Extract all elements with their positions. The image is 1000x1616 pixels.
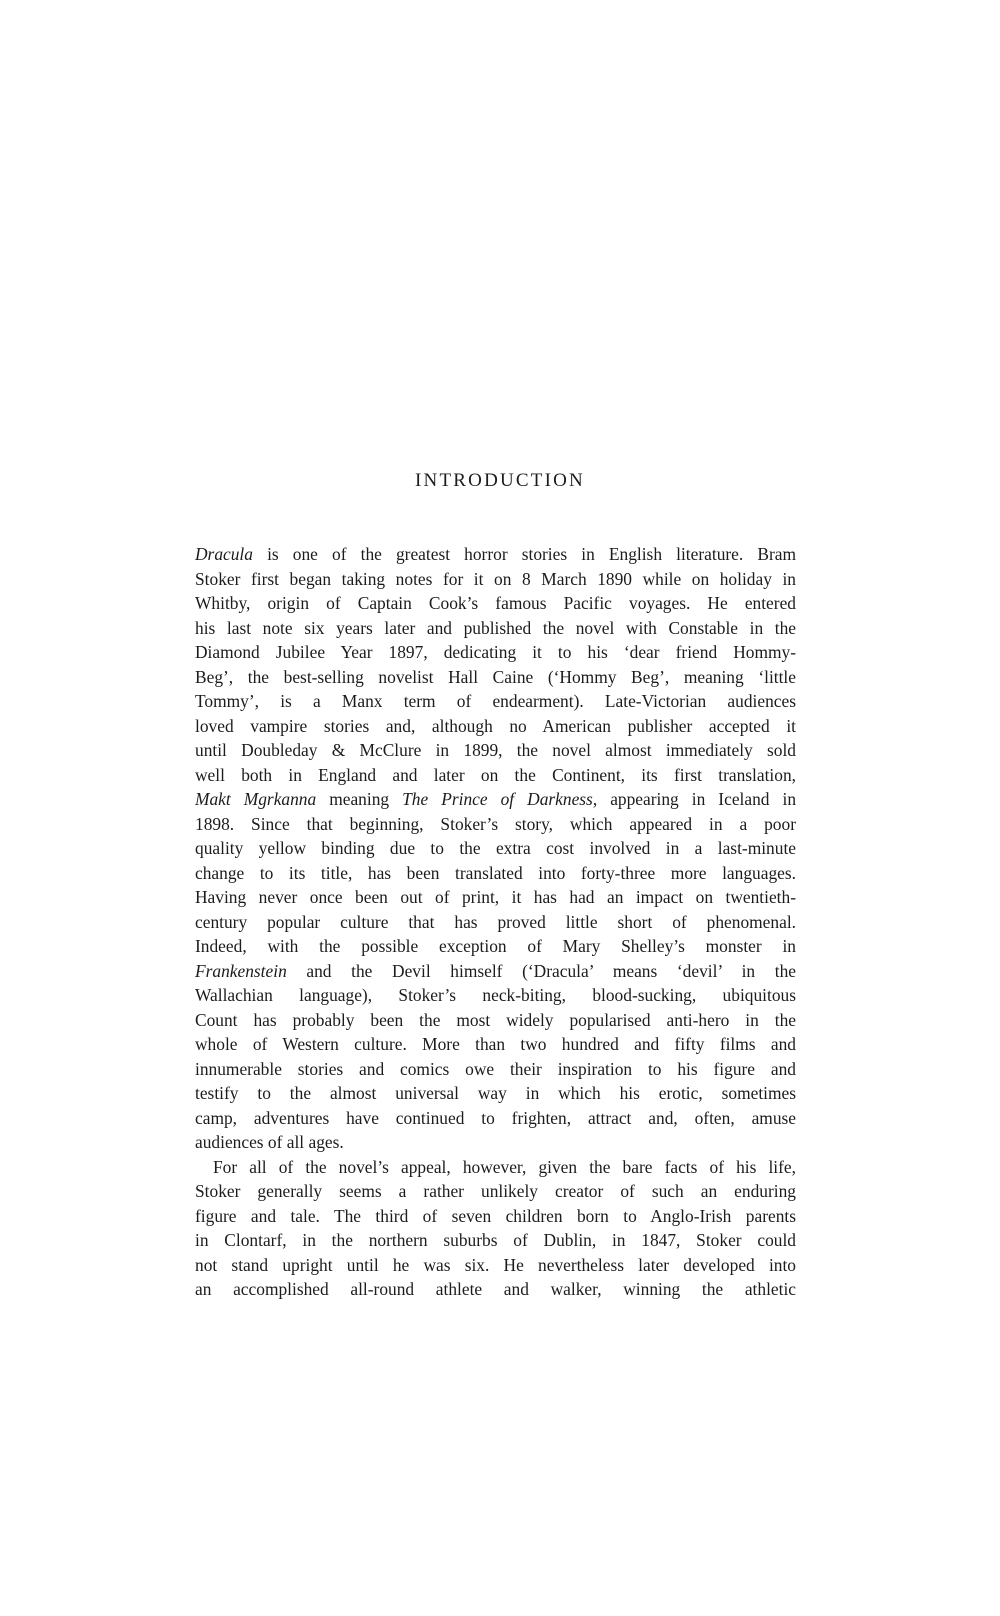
text-run: not stand upright until he was six. He nevertheless later developed into	[195, 1254, 796, 1275]
text-run: his last note six years later and published the novel with Constable in the	[195, 617, 796, 638]
text-line	[195, 1228, 796, 1253]
text-line	[195, 1179, 796, 1204]
body-text	[195, 542, 796, 1302]
text-run: Stoker generally seems a rather unlikely creator of such an enduring	[195, 1181, 796, 1201]
text-line	[195, 1130, 796, 1155]
text-line	[195, 1008, 796, 1033]
text-line	[195, 542, 796, 567]
text-run: meaning	[316, 789, 403, 809]
text-run: innumerable stories and comics owe their inspiration to his figure and	[195, 1058, 796, 1079]
text-run: well both in England and later on the Continent, its first translation,	[195, 764, 796, 785]
text-line	[195, 1253, 796, 1278]
text-line	[195, 959, 796, 984]
text-line	[195, 714, 796, 739]
text-run: Count has probably been the most widely popularised anti-hero in the	[195, 1009, 796, 1030]
text-line	[195, 616, 796, 641]
text-line	[195, 665, 796, 690]
text-line	[195, 689, 796, 714]
text-line	[195, 1057, 796, 1082]
text-run: Whitby, origin of Captain Cook’s famous Pacific voyages. He entered	[195, 593, 796, 613]
text-line	[195, 934, 796, 959]
text-run: Diamond Jubilee Year 1897, dedicating it to his ‘dear friend Hommy-	[195, 642, 796, 662]
text-line	[195, 1106, 796, 1131]
text-run: audiences of all ages.	[195, 1132, 344, 1152]
text-line	[195, 861, 796, 886]
text-line	[195, 910, 796, 935]
text-run: an accomplished all-round athlete and walker, winning the athletic	[195, 1279, 796, 1299]
italic-title: Frankenstein	[195, 960, 287, 981]
text-run: whole of Western culture. More than two hundred and fifty films and	[195, 1034, 796, 1054]
text-run: Having never once been out of print, it has had an impact on twentieth-	[195, 887, 796, 907]
text-run: camp, adventures have continued to frighten, attract and, often, amuse	[195, 1107, 796, 1128]
text-run: quality yellow binding due to the extra cost involved in a last-minute	[195, 838, 796, 858]
italic-title: Dracula	[195, 544, 253, 564]
text-run: loved vampire stories and, although no American publisher accepted it	[195, 715, 796, 736]
text-run: , appearing in Iceland in	[592, 789, 796, 809]
text-line	[195, 1081, 796, 1106]
text-line	[195, 1204, 796, 1229]
text-run: century popular culture that has proved little short of phenomenal.	[195, 911, 796, 932]
text-line	[195, 1155, 796, 1180]
text-line	[195, 763, 796, 788]
text-line	[195, 591, 796, 616]
text-run: change to its title, has been translated into forty-three more languages.	[195, 862, 796, 883]
text-line	[195, 640, 796, 665]
text-line	[195, 812, 796, 837]
text-line	[195, 787, 796, 812]
text-run: 1898. Since that beginning, Stoker’s story, which appeared in a poor	[195, 813, 796, 834]
page-title: INTRODUCTION	[415, 470, 585, 491]
text-line	[195, 1277, 796, 1302]
text-run: is one of the greatest horror stories in English literature. Bram	[252, 544, 796, 564]
text-run: figure and tale. The third of seven children born to Anglo-Irish parents	[195, 1205, 796, 1226]
text-line	[195, 738, 796, 763]
text-run: Tommy’, is a Manx term of endearment). Late-Victorian audiences	[195, 691, 796, 711]
text-run: Indeed, with the possible exception of Mary Shelley’s monster in	[195, 936, 796, 956]
text-line	[195, 983, 796, 1008]
text-run: and the Devil himself (‘Dracula’ means ‘devil’ in the	[286, 960, 796, 981]
text-line	[195, 1032, 796, 1057]
text-run: Stoker first began taking notes for it on 8 March 1890 while on holiday in	[195, 568, 796, 589]
text-run: until Doubleday & McClure in 1899, the novel almost immediately sold	[195, 740, 796, 760]
text-line	[195, 836, 796, 861]
text-run: Wallachian language), Stoker’s neck-biting, blood-sucking, ubiquitous	[195, 985, 796, 1005]
text-line	[195, 567, 796, 592]
text-run: Beg’, the best-selling novelist Hall Caine (‘Hommy Beg’, meaning ‘little	[195, 666, 796, 687]
italic-title: The Prince of Darkness	[402, 789, 593, 809]
text-run: For all of the novel’s appeal, however, given the bare facts of his life,	[213, 1156, 796, 1177]
text-run: testify to the almost universal way in which his erotic, sometimes	[195, 1083, 796, 1103]
text-line	[195, 885, 796, 910]
text-run: in Clontarf, in the northern suburbs of Dublin, in 1847, Stoker could	[195, 1230, 796, 1250]
italic-title: Makt Mgrkanna	[195, 789, 317, 809]
